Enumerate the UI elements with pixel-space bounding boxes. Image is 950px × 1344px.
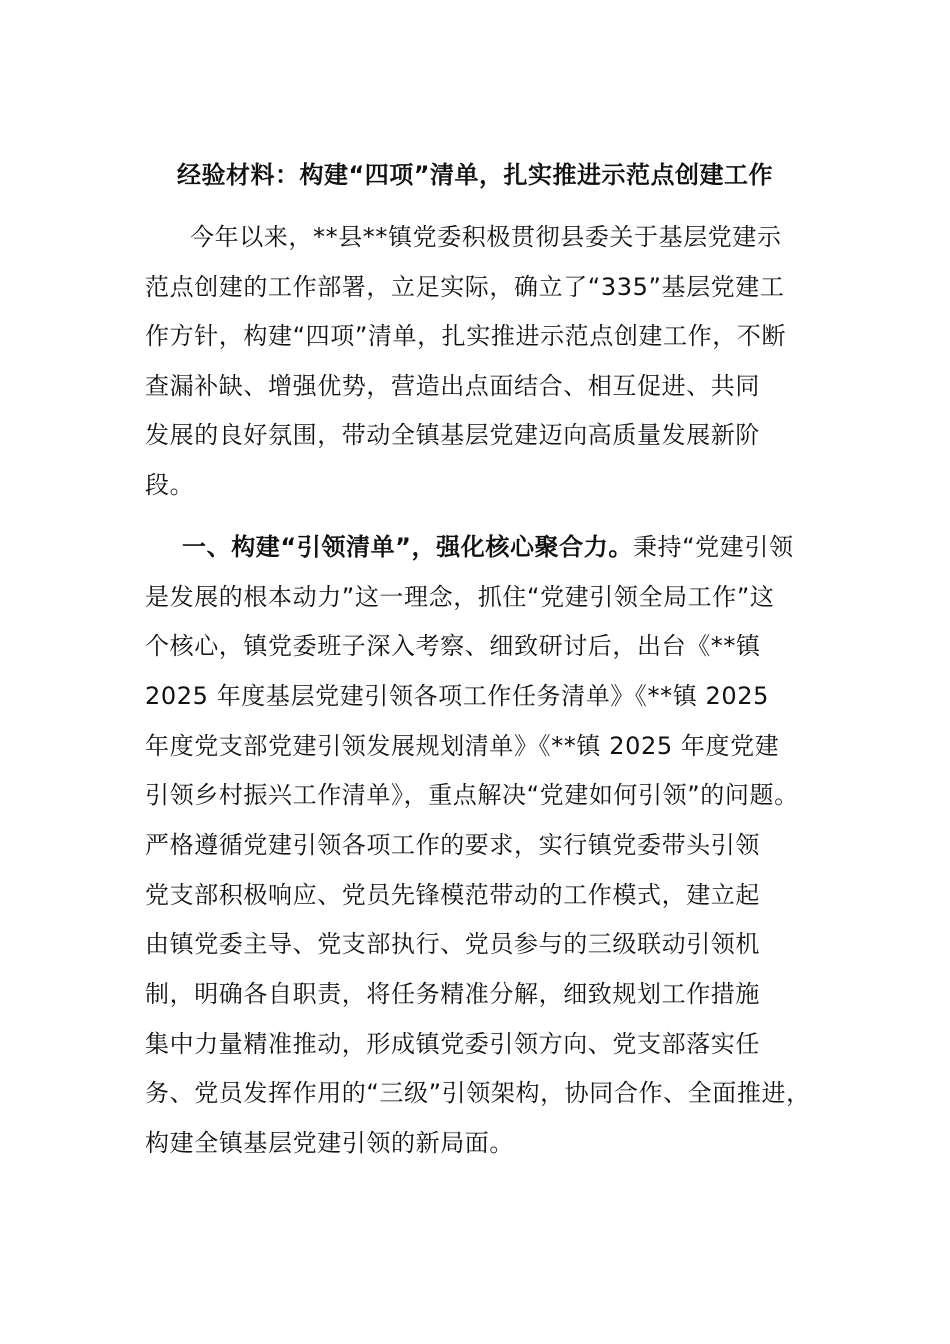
section-1-first-line-text: 秉持“党建引领 <box>632 533 794 561</box>
section-1-line: 党支部积极响应、党员先锋模范带动的工作模式，建立起 <box>145 881 760 909</box>
section-1-line: 是发展的根本动力”这一理念，抓住“党建引领全局工作”这 <box>145 583 775 611</box>
intro-line: 段。 <box>145 471 195 499</box>
intro-line: 查漏补缺、增强优势，营造出点面结合、相互促进、共同 <box>145 372 760 400</box>
section-1-line: 制，明确各自职责，将任务精准分解，细致规划工作措施 <box>145 980 760 1008</box>
document-title: 经验材料：构建“四项”清单，扎实推进示范点创建工作 <box>176 161 774 189</box>
intro-line: 范点创建的工作部署，立足实际，确立了“335”基层党建工 <box>145 273 785 301</box>
intro-line: 作方针，构建“四项”清单，扎实推进示范点创建工作，不断 <box>145 322 787 350</box>
section-1-heading: 一、构建“引领清单”，强化核心聚合力。 <box>182 533 633 561</box>
section-1-line: 2025 年度基层党建引领各项工作任务清单》《**镇 2025 <box>145 682 770 710</box>
section-1-line: 务、党员发挥作用的“三级”引领架构，协同合作、全面推进， <box>145 1079 811 1107</box>
section-1-line: 引领乡村振兴工作清单》，重点解决“党建如何引领”的问题。 <box>145 781 799 809</box>
intro-line: 发展的良好氛围，带动全镇基层党建迈向高质量发展新阶 <box>145 421 760 449</box>
section-1-line: 年度党支部党建引领发展规划清单》《**镇 2025 年度党建 <box>145 732 780 760</box>
section-1-first-line <box>182 527 794 567</box>
section-1-line: 构建全镇基层党建引领的新局面。 <box>145 1129 514 1157</box>
section-1-line: 严格遵循党建引领各项工作的要求，实行镇党委带头引领 <box>145 831 760 859</box>
section-1-line: 集中力量精准推动，形成镇党委引领方向、党支部落实任 <box>145 1030 760 1058</box>
section-1-line: 个核心，镇党委班子深入考察、细致研讨后，出台《**镇 <box>145 632 761 660</box>
intro-line: 今年以来，**县**镇党委积极贯彻县委关于基层党建示 <box>190 223 782 251</box>
section-1-line: 由镇党委主导、党支部执行、党员参与的三级联动引领机 <box>145 930 760 958</box>
